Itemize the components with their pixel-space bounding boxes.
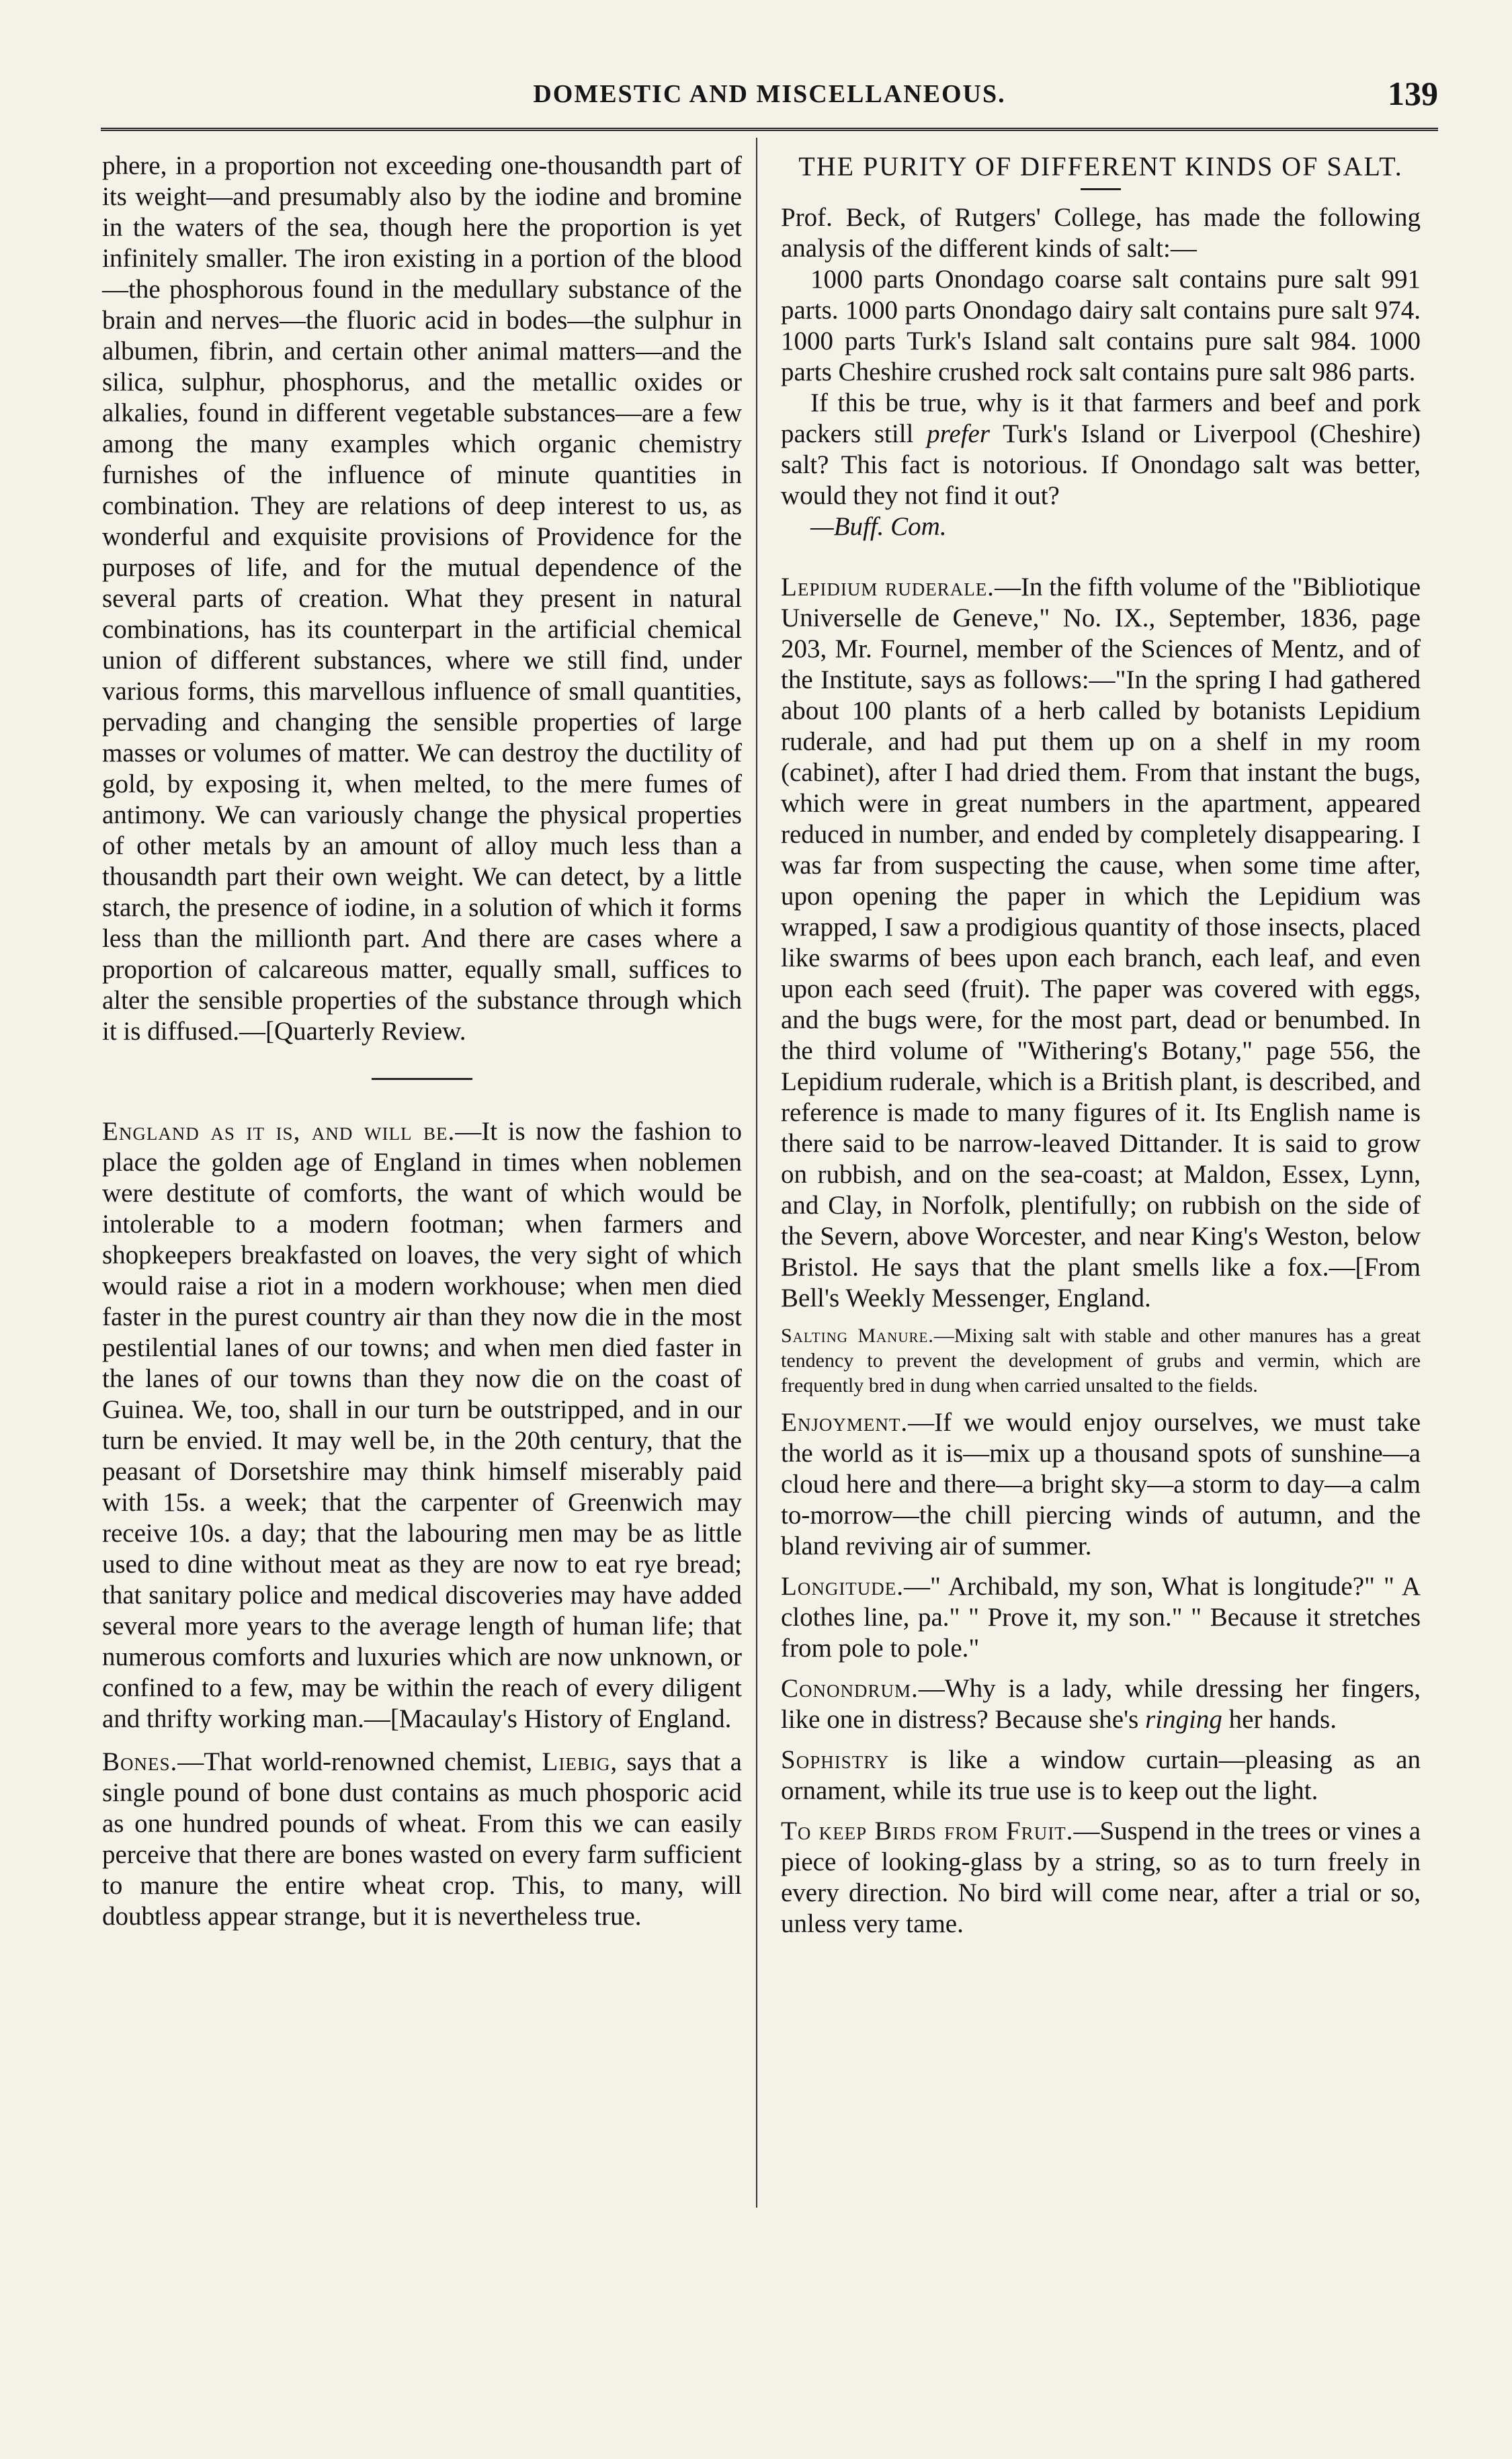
bones-body-post: , says that a single pound of bone dust contains as much phosporic acid as one hundred pounds of wheat. From this we can easily perceive that there are bones wasted on every farm sufficient to manure the entire wheat crop. This, to many, will doubtless appear strange, but it is nevertheless true. xyxy=(102,1747,742,1931)
article-separator xyxy=(372,1078,472,1080)
enjoyment-body: —If we would enjoy ourselves, we must take the world as it is—mix up a thousand spots of sunshine—a cloud here and there—a bright sky—a storm to day—a calm to-morrow—the chill piercing winds of autumn, and the bland reviving air of summer. xyxy=(781,1408,1421,1560)
salt-p3-pre: If this be true, why is it that farmers and beef and pork packers still xyxy=(781,388,1421,448)
conondrum-em: ringing xyxy=(1145,1705,1222,1734)
bones-lead: Bones. xyxy=(102,1747,178,1776)
conondrum-lead: Conondrum. xyxy=(781,1674,919,1703)
article-lepidium xyxy=(781,572,1421,1314)
birds-body: —Suspend in the trees or vines a piece of looking-glass by a string, so as to turn freely in every direction. No bird will come near, after a trial or so, unless very tame. xyxy=(781,1817,1421,1938)
england-lead: England as it is, and will be. xyxy=(102,1117,456,1146)
lepidium-body: —In the fifth volume of the "Bibliotique Universelle de Geneve," No. IX., September, 1836, page 203, Mr. Fournel, member of the Sciences of Mentz, and of the Institute, says as follows:—"In the spring I had gathered about 100 plants of a herb called by botanists Lepidium ruderale, and had put them up on a shelf in my room (cabinet), after I had dried them. From that instant the bugs, which were in great numbers in the apartment, appeared reduced in number, and ended by completely disappearing. I was far from suspecting the cause, when some time after, upon opening the paper in which the Lepidium was wrapped, I saw a prodigious quantity of those insects, placed like swarms of bees upon each branch, each leaf, and even upon each seed (fruit). The paper was covered with eggs, and the bugs were, for the most part, dead or benumbed. In the third volume of "Withering's Botany," page 556, the Lepidium ruderale, which is a British plant, is described, and reference is made to many figures of it. Its English name is there said to be narrow-leaved Dittander. It is said to grow on rubbish, and on the sea-coast; at Maldon, Essex, Lynn, and Clay, in Norfolk, plentifully; on rubbish on the side of the Severn, above Worcester, and near King's Weston, below Bristol. He says that the plant smells like a fox.—[From Bell's Weekly Messenger, England. xyxy=(781,573,1421,1312)
page-number: 139 xyxy=(1388,75,1438,112)
bones-body-pre: —That world-renowned chemist, xyxy=(177,1747,542,1776)
salt-p2: 1000 parts Onondago coarse salt contains pure salt 991 parts. 1000 parts Onondago dairy salt contains pure salt 974. 1000 parts Turk's Island salt contains pure salt 984. 1000 parts Cheshire crushed rock salt contains pure salt 986 parts. xyxy=(781,265,1421,386)
article-bones xyxy=(102,1747,742,1932)
article-longitude xyxy=(781,1571,1421,1664)
article-england xyxy=(102,1116,742,1735)
conondrum-body-post: her hands. xyxy=(1222,1705,1337,1734)
salt-p1: Prof. Beck, of Rutgers' College, has made the following analysis of the different kinds of salt:— xyxy=(781,203,1421,263)
article-conondrum xyxy=(781,1673,1421,1735)
salting-lead: Salting Manure. xyxy=(781,1325,934,1347)
header-rule xyxy=(101,128,1438,131)
salting-body: —Mixing salt with stable and other manures has a great tendency to prevent the development of grubs and vermin, which are frequently bred in dung when carried unsalted to the fields. xyxy=(781,1325,1421,1397)
continuation-text: phere, in a proportion not exceeding one-thousandth part of its weight—and presumably also by the iodine and bromine in the waters of the sea, though here the proportion is yet infinitely smaller. The iron existing in a portion of the blood—the phosphorous found in the medullary substance of the brain and nerves—the fluoric acid in bodes—the sulphur in albumen, fibrin, and certain other animal matters—and the silica, sulphur, phosphorus, and the metallic oxides or alkalies, found in different vegetable substances—are a few among the many examples which organic chemistry furnishes of the influence of minute quantities in combination. They are relations of deep interest to us, as wonderful and exquisite provisions of Providence for the purposes of life, and for the mutual dependence of the several parts of creation. What they present in natural combinations, has its counterpart in the artificial chemical union of different substances, where we still find, under various forms, this marvellous influence of small quantities, pervading and changing the sensible properties of large masses or volumes of matter. We can destroy the ductility of gold, by exposing it, when melted, to the mere fumes of antimony. We can variously change the physical properties of other metals by an amount of alloy much less than a thousandth part their own weight. We can detect, by a little starch, the presence of iodine, in a solution of which it forms less than the millionth part. And there are cases where a proportion of calcareous matter, equally small, suffices to alter the sensible properties of the substance through which it is diffused.—[Quarterly Review. xyxy=(102,151,742,1046)
article-continuation xyxy=(102,151,742,1047)
enjoyment-lead: Enjoyment. xyxy=(781,1408,909,1437)
salt-title: THE PURITY OF DIFFERENT KINDS OF SALT. xyxy=(798,151,1403,181)
article-salting xyxy=(781,1323,1421,1398)
sophistry-lead: Sophistry xyxy=(781,1745,890,1774)
england-body: —It is now the fashion to place the golden age of England in times when noblemen were destitute of comforts, the want of which would be intolerable to a modern footman; when farmers and shopkeepers breakfasted on loaves, the very sight of which would raise a riot in a modern workhouse; when men died faster in the purest country air than they now die in the most pestilential lanes of our towns; and when men died faster in the lanes of our towns than they now die on the coast of Guinea. We, too, shall in our turn be outstripped, and in our turn be envied. It may well be, in the 20th century, that the peasant of Dorsetshire may think himself miserably paid with 15s. a week; that the carpenter of Greenwich may receive 10s. a day; that the labouring men may be as little used to dine without meat as they are now to eat rye bread; that sanitary police and medical discoveries may have added several more years to the average length of human life; that numerous comforts and luxuries which are now unknown, or confined to a few, may be within the reach of every diligent and thrifty working man.—[Macaulay's History of England. xyxy=(102,1117,742,1733)
running-title: DOMESTIC AND MISCELLANEOUS. xyxy=(533,80,1006,108)
salt-p3-em: prefer xyxy=(927,419,991,448)
article-salt xyxy=(781,151,1421,542)
longitude-lead: Longitude. xyxy=(781,1572,905,1601)
salt-p3-post: Turk's Island or Liverpool (Cheshire) salt? This fact is notorious. If Onondago salt was better, would they not find it out? xyxy=(781,419,1421,510)
longitude-body: —" Archibald, my son, What is longitude?" " A clothes line, pa." " Prove it, my son." " Because it stretches from pole to pole." xyxy=(781,1572,1421,1663)
salt-source: —Buff. Com. xyxy=(810,512,947,541)
running-head xyxy=(101,75,1438,120)
title-rule xyxy=(1081,188,1121,190)
birds-lead: To keep Birds from Fruit. xyxy=(781,1817,1074,1845)
lepidium-lead: Lepidium ruderale. xyxy=(781,573,995,601)
article-enjoyment xyxy=(781,1407,1421,1562)
article-birds xyxy=(781,1816,1421,1940)
column-rule xyxy=(756,138,757,2208)
conondrum-body-pre: —Why is a lady, while dressing her fingers, like one in distress? Because she's xyxy=(781,1674,1421,1734)
left-column xyxy=(102,151,742,1942)
sophistry-body: is like a window curtain—pleasing as an ornament, while its true use is to keep out the light. xyxy=(781,1745,1421,1805)
article-sophistry xyxy=(781,1745,1421,1806)
bones-liebig: Liebig xyxy=(542,1747,611,1776)
right-column xyxy=(781,151,1421,1949)
